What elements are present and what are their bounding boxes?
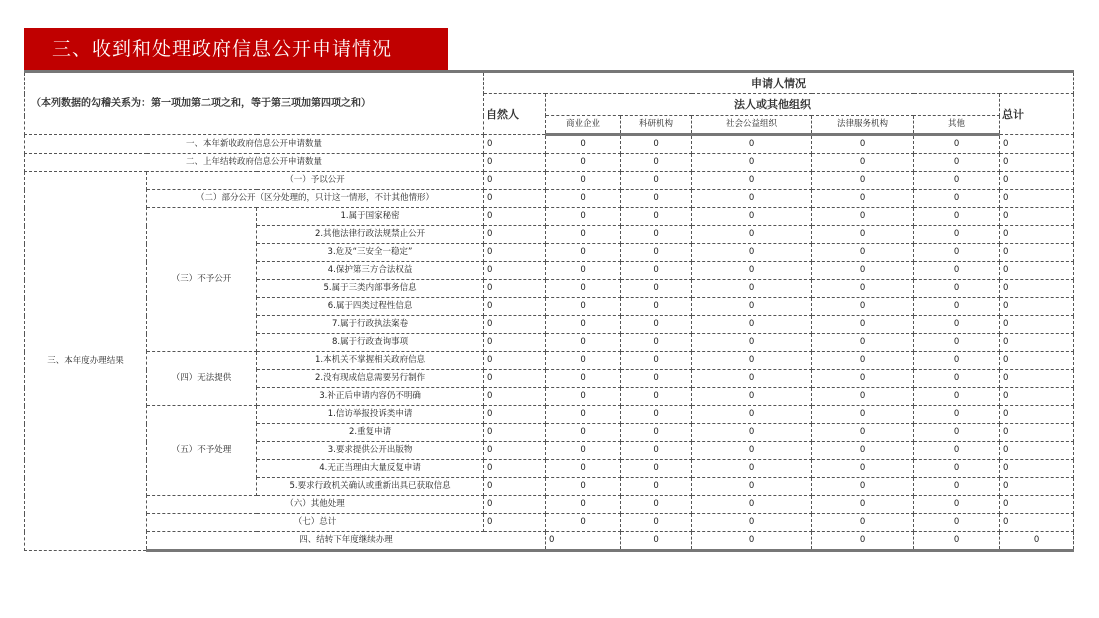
value-cell: 0 <box>1000 298 1074 316</box>
value-cell: 0 <box>484 154 546 172</box>
value-cell: 0 <box>621 154 692 172</box>
value-cell: 0 <box>692 316 812 334</box>
value-cell: 0 <box>546 298 621 316</box>
value-cell: 0 <box>1000 208 1074 226</box>
value-cell: 0 <box>812 154 914 172</box>
value-cell: 0 <box>914 280 1000 298</box>
value-cell: 0 <box>914 532 1000 551</box>
row-label-item: 7.属于行政执法案卷 <box>257 316 484 334</box>
value-cell: 0 <box>812 208 914 226</box>
value-cell: 0 <box>1000 442 1074 460</box>
header-note: （本列数据的勾稽关系为：第一项加第二项之和，等于第三项加第四项之和） <box>25 72 484 135</box>
value-cell: 0 <box>621 135 692 154</box>
value-cell: 0 <box>546 208 621 226</box>
value-cell: 0 <box>812 406 914 424</box>
value-cell: 0 <box>914 190 1000 208</box>
value-cell: 0 <box>914 208 1000 226</box>
value-cell: 0 <box>1000 460 1074 478</box>
value-cell: 0 <box>546 370 621 388</box>
value-cell: 0 <box>692 208 812 226</box>
value-cell: 0 <box>484 262 546 280</box>
value-cell: 0 <box>692 388 812 406</box>
value-cell: 0 <box>692 298 812 316</box>
row-label-item: 1.信访举报投诉类申请 <box>257 406 484 424</box>
value-cell: 0 <box>914 406 1000 424</box>
value-cell: 0 <box>914 262 1000 280</box>
value-cell: 0 <box>1000 190 1074 208</box>
value-cell: 0 <box>914 478 1000 496</box>
value-cell: 0 <box>692 514 812 532</box>
header-natural-person: 自然人 <box>484 94 546 135</box>
value-cell: 0 <box>484 460 546 478</box>
row-label-carry-forward: 四、结转下年度继续办理 <box>147 532 546 551</box>
header-sub-public-welfare: 社会公益组织 <box>692 116 812 135</box>
value-cell: 0 <box>692 478 812 496</box>
value-cell: 0 <box>1000 370 1074 388</box>
value-cell: 0 <box>812 226 914 244</box>
value-cell: 0 <box>546 172 621 190</box>
value-cell: 0 <box>914 154 1000 172</box>
value-cell: 0 <box>621 172 692 190</box>
value-cell: 0 <box>546 388 621 406</box>
value-cell: 0 <box>621 478 692 496</box>
value-cell: 0 <box>546 135 621 154</box>
value-cell: 0 <box>812 496 914 514</box>
value-cell: 0 <box>812 424 914 442</box>
value-cell: 0 <box>484 406 546 424</box>
header-sub-commercial: 商业企业 <box>546 116 621 135</box>
value-cell: 0 <box>484 424 546 442</box>
value-cell: 0 <box>914 370 1000 388</box>
value-cell: 0 <box>692 406 812 424</box>
row-label-item: 2.没有现成信息需要另行制作 <box>257 370 484 388</box>
value-cell: 0 <box>812 334 914 352</box>
value-cell: 0 <box>621 406 692 424</box>
value-cell: 0 <box>914 352 1000 370</box>
value-cell: 0 <box>914 226 1000 244</box>
value-cell: 0 <box>621 262 692 280</box>
value-cell: 0 <box>621 532 692 551</box>
value-cell: 0 <box>692 352 812 370</box>
row-label-not-processed: （五）不予处理 <box>147 406 257 496</box>
value-cell: 0 <box>621 226 692 244</box>
value-cell: 0 <box>484 226 546 244</box>
value-cell: 0 <box>621 334 692 352</box>
value-cell: 0 <box>914 514 1000 532</box>
header-legal-group: 法人或其他组织 <box>546 94 1000 116</box>
value-cell: 0 <box>621 388 692 406</box>
value-cell: 0 <box>546 316 621 334</box>
value-cell: 0 <box>546 190 621 208</box>
value-cell: 0 <box>484 172 546 190</box>
row-label-carried-over: 二、上年结转政府信息公开申请数量 <box>25 154 484 172</box>
row-label-item: 5.属于三类内部事务信息 <box>257 280 484 298</box>
value-cell: 0 <box>1000 280 1074 298</box>
value-cell: 0 <box>484 388 546 406</box>
row-label-partial-disclosed: （二）部分公开（区分处理的，只计这一情形，不计其他情形） <box>147 190 484 208</box>
value-cell: 0 <box>812 460 914 478</box>
value-cell: 0 <box>546 532 621 551</box>
row-label-item: 1.本机关不掌握相关政府信息 <box>257 352 484 370</box>
value-cell: 0 <box>914 298 1000 316</box>
value-cell: 0 <box>546 442 621 460</box>
value-cell: 0 <box>546 514 621 532</box>
value-cell: 0 <box>1000 478 1074 496</box>
value-cell: 0 <box>914 244 1000 262</box>
value-cell: 0 <box>812 280 914 298</box>
value-cell: 0 <box>914 424 1000 442</box>
row-label-disclosed: （一）予以公开 <box>147 172 484 190</box>
value-cell: 0 <box>546 352 621 370</box>
row-label-item: 4.无正当理由大量反复申请 <box>257 460 484 478</box>
value-cell: 0 <box>1000 226 1074 244</box>
value-cell: 0 <box>484 244 546 262</box>
value-cell: 0 <box>692 496 812 514</box>
value-cell: 0 <box>812 190 914 208</box>
row-label-item: 4.保护第三方合法权益 <box>257 262 484 280</box>
value-cell: 0 <box>914 460 1000 478</box>
value-cell: 0 <box>484 280 546 298</box>
value-cell: 0 <box>546 226 621 244</box>
value-cell: 0 <box>546 478 621 496</box>
value-cell: 0 <box>546 262 621 280</box>
value-cell: 0 <box>1000 388 1074 406</box>
value-cell: 0 <box>546 496 621 514</box>
header-total: 总计 <box>1000 94 1074 135</box>
value-cell: 0 <box>621 316 692 334</box>
row-label-annual-results: 三、本年度办理结果 <box>25 172 147 551</box>
value-cell: 0 <box>914 334 1000 352</box>
value-cell: 0 <box>692 226 812 244</box>
row-label-subtotal: （七）总计 <box>147 514 484 532</box>
value-cell: 0 <box>692 135 812 154</box>
value-cell: 0 <box>621 244 692 262</box>
value-cell: 0 <box>546 334 621 352</box>
value-cell: 0 <box>914 316 1000 334</box>
value-cell: 0 <box>1000 154 1074 172</box>
value-cell: 0 <box>1000 406 1074 424</box>
value-cell: 0 <box>1000 514 1074 532</box>
value-cell: 0 <box>546 460 621 478</box>
row-label-item: 2.重复申请 <box>257 424 484 442</box>
value-cell: 0 <box>621 190 692 208</box>
value-cell: 0 <box>621 208 692 226</box>
value-cell: 0 <box>1000 244 1074 262</box>
value-cell: 0 <box>692 532 812 551</box>
header-applicant-info: 申请人情况 <box>484 72 1074 94</box>
value-cell: 0 <box>812 135 914 154</box>
row-label-not-disclosed: （三）不予公开 <box>147 208 257 352</box>
value-cell: 0 <box>484 298 546 316</box>
value-cell: 0 <box>484 208 546 226</box>
value-cell: 0 <box>621 298 692 316</box>
value-cell: 0 <box>621 352 692 370</box>
value-cell: 0 <box>914 135 1000 154</box>
value-cell: 0 <box>546 244 621 262</box>
value-cell: 0 <box>692 424 812 442</box>
value-cell: 0 <box>692 172 812 190</box>
value-cell: 0 <box>1000 532 1074 551</box>
value-cell: 0 <box>621 514 692 532</box>
value-cell: 0 <box>914 388 1000 406</box>
value-cell: 0 <box>546 406 621 424</box>
value-cell: 0 <box>484 352 546 370</box>
value-cell: 0 <box>1000 352 1074 370</box>
value-cell: 0 <box>484 514 546 532</box>
value-cell: 0 <box>484 316 546 334</box>
row-label-item: 1.属于国家秘密 <box>257 208 484 226</box>
value-cell: 0 <box>1000 316 1074 334</box>
value-cell: 0 <box>484 370 546 388</box>
header-sub-other: 其他 <box>914 116 1000 135</box>
value-cell: 0 <box>484 334 546 352</box>
value-cell: 0 <box>812 514 914 532</box>
value-cell: 0 <box>812 298 914 316</box>
header-sub-research: 科研机构 <box>621 116 692 135</box>
value-cell: 0 <box>621 280 692 298</box>
value-cell: 0 <box>1000 496 1074 514</box>
value-cell: 0 <box>1000 172 1074 190</box>
value-cell: 0 <box>546 154 621 172</box>
value-cell: 0 <box>546 280 621 298</box>
value-cell: 0 <box>621 424 692 442</box>
value-cell: 0 <box>914 172 1000 190</box>
header-sub-legal-service: 法律服务机构 <box>812 116 914 135</box>
value-cell: 0 <box>812 442 914 460</box>
row-label-item: 3.补正后申请内容仍不明确 <box>257 388 484 406</box>
value-cell: 0 <box>692 244 812 262</box>
row-label-item: 6.属于四类过程性信息 <box>257 298 484 316</box>
value-cell: 0 <box>812 370 914 388</box>
value-cell: 0 <box>812 244 914 262</box>
row-label-item: 3.危及“三安全一稳定” <box>257 244 484 262</box>
value-cell: 0 <box>692 370 812 388</box>
value-cell: 0 <box>484 496 546 514</box>
value-cell: 0 <box>1000 334 1074 352</box>
value-cell: 0 <box>621 460 692 478</box>
value-cell: 0 <box>484 478 546 496</box>
value-cell: 0 <box>484 442 546 460</box>
value-cell: 0 <box>546 424 621 442</box>
row-label-item: 5.要求行政机关确认或重新出具已获取信息 <box>257 478 484 496</box>
value-cell: 0 <box>1000 424 1074 442</box>
value-cell: 0 <box>812 352 914 370</box>
value-cell: 0 <box>1000 135 1074 154</box>
value-cell: 0 <box>914 442 1000 460</box>
value-cell: 0 <box>812 316 914 334</box>
value-cell: 0 <box>1000 262 1074 280</box>
value-cell: 0 <box>812 172 914 190</box>
section-title-banner: 三、收到和处理政府信息公开申请情况 <box>24 28 448 70</box>
row-label-item: 2.其他法律行政法规禁止公开 <box>257 226 484 244</box>
row-label-cannot-provide: （四）无法提供 <box>147 352 257 406</box>
row-label-item: 3.要求提供公开出版物 <box>257 442 484 460</box>
value-cell: 0 <box>692 280 812 298</box>
value-cell: 0 <box>692 154 812 172</box>
value-cell: 0 <box>692 460 812 478</box>
value-cell: 0 <box>692 262 812 280</box>
value-cell: 0 <box>621 370 692 388</box>
value-cell: 0 <box>692 190 812 208</box>
value-cell: 0 <box>812 478 914 496</box>
value-cell: 0 <box>692 334 812 352</box>
row-label-new-applications: 一、本年新收政府信息公开申请数量 <box>25 135 484 154</box>
value-cell: 0 <box>692 442 812 460</box>
row-label-item: 8.属于行政查询事项 <box>257 334 484 352</box>
value-cell: 0 <box>621 496 692 514</box>
value-cell: 0 <box>812 388 914 406</box>
value-cell: 0 <box>914 496 1000 514</box>
value-cell: 0 <box>812 262 914 280</box>
value-cell: 0 <box>621 442 692 460</box>
row-label-other-processing: （六）其他处理 <box>147 496 484 514</box>
info-disclosure-table <box>24 70 1074 552</box>
value-cell: 0 <box>484 190 546 208</box>
value-cell: 0 <box>484 135 546 154</box>
value-cell: 0 <box>812 532 914 551</box>
